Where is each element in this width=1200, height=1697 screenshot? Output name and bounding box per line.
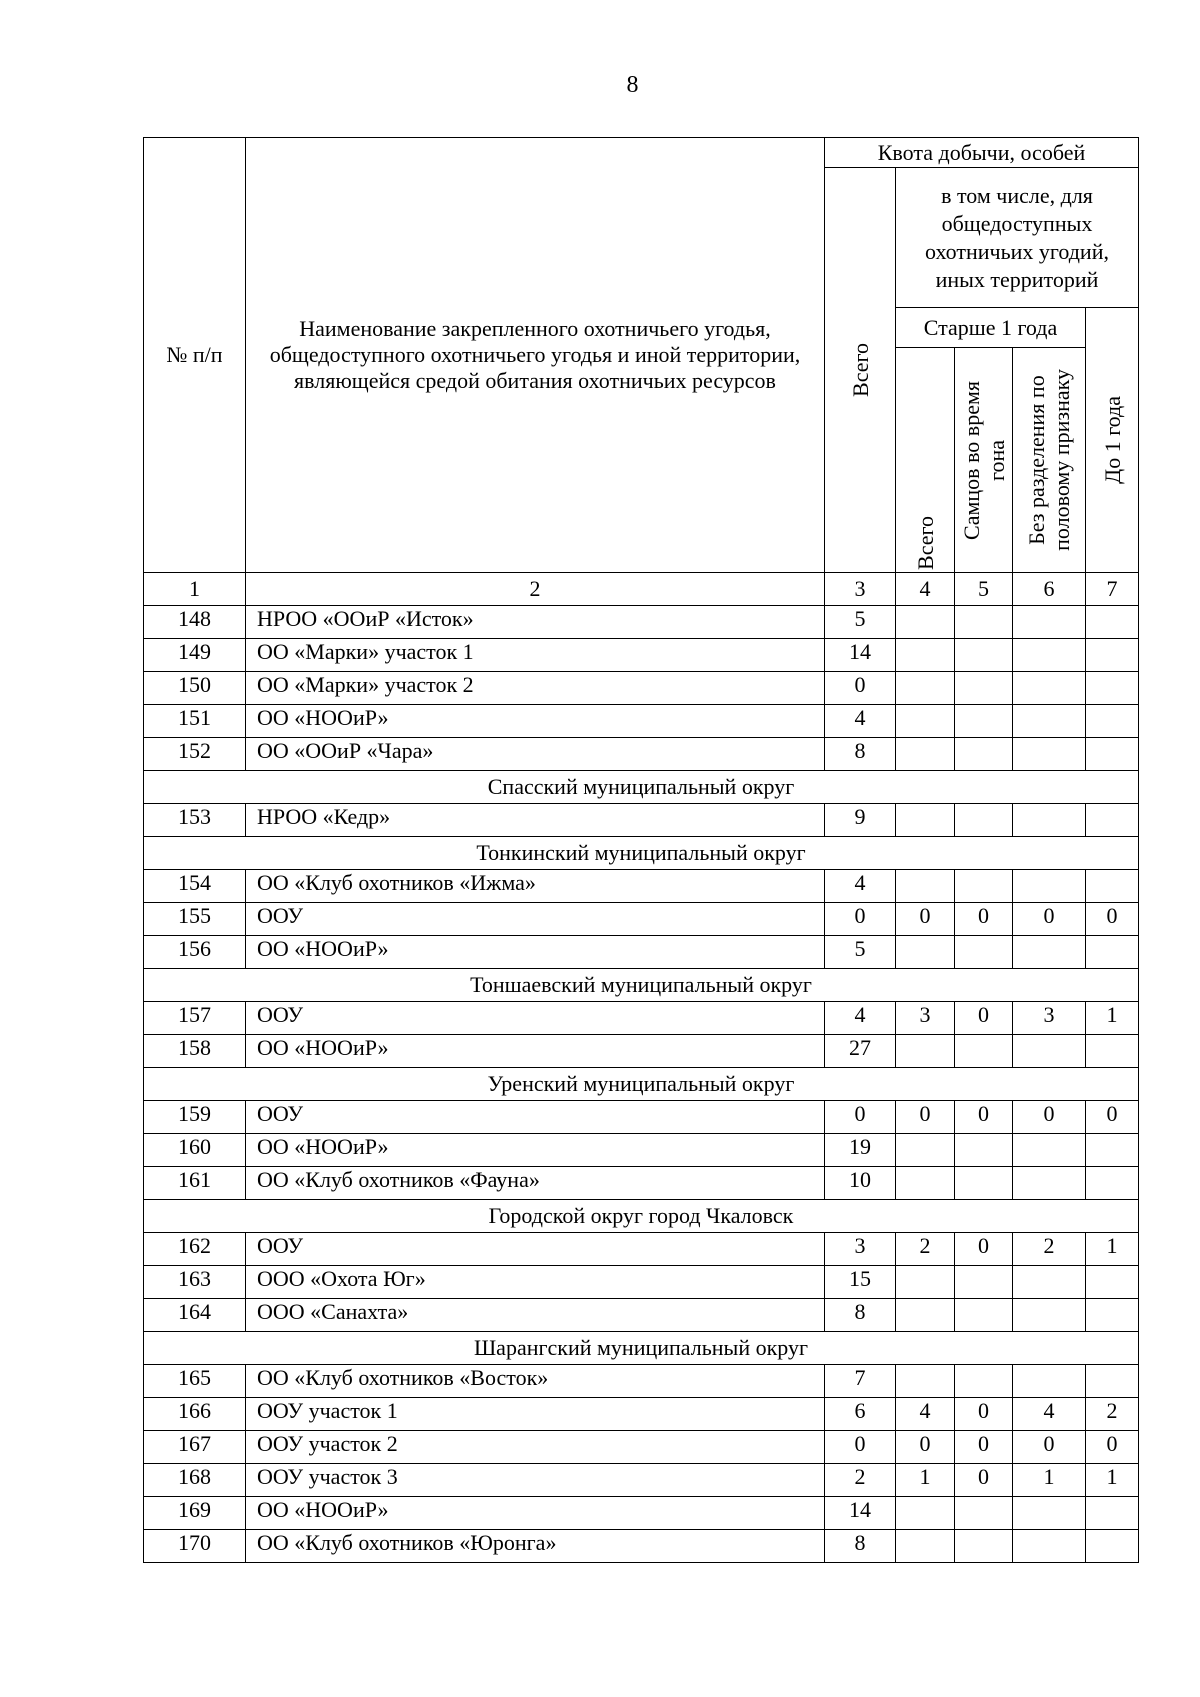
- row-number: 160: [144, 1134, 246, 1167]
- header-males-rut-label: Самцов во время гона: [958, 380, 1009, 540]
- quota-total: 7: [825, 1365, 896, 1398]
- public-males-rut: [955, 738, 1013, 771]
- public-under-one: [1086, 705, 1139, 738]
- public-no-sex: [1013, 870, 1086, 903]
- public-under-one: 2: [1086, 1398, 1139, 1431]
- table-body: [144, 606, 1139, 1563]
- public-older-total: [896, 804, 955, 837]
- table-row: [144, 672, 1139, 705]
- hunting-ground-name: НРОО «Кедр»: [246, 804, 825, 837]
- public-no-sex: [1013, 639, 1086, 672]
- public-older-total: [896, 1497, 955, 1530]
- public-older-total: [896, 870, 955, 903]
- header-under-one-label: До 1 года: [1099, 396, 1125, 484]
- region-header-row: [144, 837, 1139, 870]
- public-males-rut: [955, 804, 1013, 837]
- quota-total: 8: [825, 1530, 896, 1563]
- public-males-rut: [955, 1035, 1013, 1068]
- quota-total: 14: [825, 1497, 896, 1530]
- public-no-sex: 4: [1013, 1398, 1086, 1431]
- public-no-sex: [1013, 1035, 1086, 1068]
- header-males-rut: [955, 348, 1013, 573]
- quota-total: 0: [825, 1101, 896, 1134]
- public-under-one: [1086, 606, 1139, 639]
- public-males-rut: [955, 936, 1013, 969]
- table-row: [144, 1530, 1139, 1563]
- table-row: [144, 606, 1139, 639]
- public-older-total: 3: [896, 1002, 955, 1035]
- quota-total: 5: [825, 606, 896, 639]
- public-older-total: [896, 639, 955, 672]
- quota-total: 8: [825, 1299, 896, 1332]
- public-no-sex: [1013, 1530, 1086, 1563]
- quota-total: 9: [825, 804, 896, 837]
- row-number: 170: [144, 1530, 246, 1563]
- row-number: 163: [144, 1266, 246, 1299]
- hunting-ground-name: ОО «Клуб охотников «Юронга»: [246, 1530, 825, 1563]
- row-number: 158: [144, 1035, 246, 1068]
- quota-total: 27: [825, 1035, 896, 1068]
- public-males-rut: [955, 1365, 1013, 1398]
- col-number-2: 2: [246, 573, 825, 606]
- quota-total: 4: [825, 1002, 896, 1035]
- table-row: [144, 1167, 1139, 1200]
- table-row: [144, 738, 1139, 771]
- public-older-total: [896, 1530, 955, 1563]
- public-under-one: [1086, 1299, 1139, 1332]
- public-older-total: 0: [896, 1431, 955, 1464]
- table-row: [144, 870, 1139, 903]
- public-under-one: [1086, 1167, 1139, 1200]
- public-males-rut: 0: [955, 903, 1013, 936]
- row-number: 154: [144, 870, 246, 903]
- public-no-sex: 0: [1013, 1431, 1086, 1464]
- col-number-6: 6: [1013, 573, 1086, 606]
- public-under-one: 0: [1086, 1101, 1139, 1134]
- public-males-rut: 0: [955, 1002, 1013, 1035]
- page-number: 8: [626, 72, 639, 98]
- public-males-rut: [955, 705, 1013, 738]
- public-older-total: 1: [896, 1464, 955, 1497]
- public-under-one: [1086, 1365, 1139, 1398]
- quota-table: [143, 137, 1139, 1563]
- header-total-label: Всего: [847, 343, 873, 397]
- public-no-sex: [1013, 705, 1086, 738]
- public-males-rut: [955, 1167, 1013, 1200]
- public-older-total: [896, 672, 955, 705]
- public-under-one: [1086, 1530, 1139, 1563]
- table-row: [144, 804, 1139, 837]
- row-number: 157: [144, 1002, 246, 1035]
- header-incl-public: в том числе, для общедоступных охотничьих угодий, иных территорий: [896, 168, 1139, 308]
- table-row: [144, 1299, 1139, 1332]
- public-under-one: 0: [1086, 1431, 1139, 1464]
- header-older-total-label: Всего: [912, 516, 938, 570]
- public-males-rut: [955, 1266, 1013, 1299]
- public-under-one: [1086, 870, 1139, 903]
- hunting-ground-name: ООУ участок 3: [246, 1464, 825, 1497]
- header-col-number: № п/п: [144, 138, 246, 573]
- quota-total: 4: [825, 705, 896, 738]
- table-row: [144, 1134, 1139, 1167]
- table-row: [144, 1266, 1139, 1299]
- public-older-total: [896, 1365, 955, 1398]
- row-number: 167: [144, 1431, 246, 1464]
- public-males-rut: [955, 639, 1013, 672]
- row-number: 153: [144, 804, 246, 837]
- quota-total: 10: [825, 1167, 896, 1200]
- quota-total: 8: [825, 738, 896, 771]
- hunting-ground-name: ОО «НООиР»: [246, 936, 825, 969]
- public-older-total: [896, 1266, 955, 1299]
- public-older-total: [896, 1035, 955, 1068]
- row-number: 159: [144, 1101, 246, 1134]
- row-number: 162: [144, 1233, 246, 1266]
- hunting-ground-name: ООУ: [246, 1101, 825, 1134]
- hunting-ground-name: ООУ: [246, 1002, 825, 1035]
- public-males-rut: [955, 1530, 1013, 1563]
- col-number-5: 5: [955, 573, 1013, 606]
- quota-total: 4: [825, 870, 896, 903]
- row-number: 165: [144, 1365, 246, 1398]
- public-under-one: [1086, 639, 1139, 672]
- region-label: Шарангский муниципальный округ: [144, 1332, 1139, 1365]
- row-number: 169: [144, 1497, 246, 1530]
- row-number: 150: [144, 672, 246, 705]
- public-under-one: 0: [1086, 903, 1139, 936]
- public-males-rut: 0: [955, 1431, 1013, 1464]
- public-under-one: [1086, 936, 1139, 969]
- public-under-one: [1086, 1134, 1139, 1167]
- public-males-rut: 0: [955, 1101, 1013, 1134]
- public-males-rut: [955, 1497, 1013, 1530]
- row-number: 148: [144, 606, 246, 639]
- table-row: [144, 1398, 1139, 1431]
- public-under-one: 1: [1086, 1002, 1139, 1035]
- public-under-one: [1086, 1497, 1139, 1530]
- table-row: [144, 936, 1139, 969]
- public-males-rut: 0: [955, 1233, 1013, 1266]
- hunting-ground-name: ОО «ООиР «Чара»: [246, 738, 825, 771]
- public-older-total: [896, 705, 955, 738]
- quota-total: 6: [825, 1398, 896, 1431]
- hunting-ground-name: ОО «Клуб охотников «Восток»: [246, 1365, 825, 1398]
- public-under-one: [1086, 672, 1139, 705]
- public-no-sex: [1013, 804, 1086, 837]
- row-number: 164: [144, 1299, 246, 1332]
- public-no-sex: [1013, 1365, 1086, 1398]
- row-number: 152: [144, 738, 246, 771]
- hunting-ground-name: ООУ: [246, 1233, 825, 1266]
- public-males-rut: 0: [955, 1464, 1013, 1497]
- public-no-sex: [1013, 1134, 1086, 1167]
- hunting-ground-name: ООО «Охота Юг»: [246, 1266, 825, 1299]
- public-males-rut: [955, 1299, 1013, 1332]
- table-row: [144, 705, 1139, 738]
- header-no-sex: [1013, 348, 1086, 573]
- header-quota: Квота добычи, особей: [825, 138, 1139, 168]
- region-label: Тоншаевский муниципальный округ: [144, 969, 1139, 1002]
- table-row: [144, 1497, 1139, 1530]
- quota-total: 0: [825, 1431, 896, 1464]
- hunting-ground-name: ООУ: [246, 903, 825, 936]
- header-no-sex-label: Без разделения по половому признаку: [1024, 369, 1074, 551]
- public-under-one: [1086, 804, 1139, 837]
- public-no-sex: [1013, 1266, 1086, 1299]
- header-col-name: Наименование закрепленного охотничьего угодья, общедоступного охотничьего угодья и иной территории, являющейся средой обитания охотничьих ресурсов: [246, 138, 825, 573]
- quota-total: 5: [825, 936, 896, 969]
- col-number-1: 1: [144, 573, 246, 606]
- col-number-3: 3: [825, 573, 896, 606]
- public-no-sex: [1013, 738, 1086, 771]
- row-number: 161: [144, 1167, 246, 1200]
- quota-total: 19: [825, 1134, 896, 1167]
- row-number: 155: [144, 903, 246, 936]
- public-males-rut: [955, 870, 1013, 903]
- public-no-sex: [1013, 606, 1086, 639]
- public-older-total: [896, 1167, 955, 1200]
- hunting-ground-name: ООУ участок 1: [246, 1398, 825, 1431]
- table-header: [144, 138, 1139, 606]
- public-no-sex: [1013, 1497, 1086, 1530]
- hunting-ground-name: ОО «НООиР»: [246, 1035, 825, 1068]
- table-row: [144, 1431, 1139, 1464]
- region-header-row: [144, 1332, 1139, 1365]
- public-under-one: 1: [1086, 1233, 1139, 1266]
- region-header-row: [144, 1068, 1139, 1101]
- region-label: Уренский муниципальный округ: [144, 1068, 1139, 1101]
- hunting-ground-name: ОО «Клуб охотников «Фауна»: [246, 1167, 825, 1200]
- table-row: [144, 1365, 1139, 1398]
- public-males-rut: [955, 672, 1013, 705]
- public-older-total: 0: [896, 903, 955, 936]
- region-label: Спасский муниципальный округ: [144, 771, 1139, 804]
- public-no-sex: 0: [1013, 903, 1086, 936]
- hunting-ground-name: ОО «Марки» участок 2: [246, 672, 825, 705]
- quota-total: 0: [825, 903, 896, 936]
- quota-total: 14: [825, 639, 896, 672]
- header-under-one: [1086, 308, 1139, 573]
- col-number-7: 7: [1086, 573, 1139, 606]
- region-header-row: [144, 1200, 1139, 1233]
- table-row: [144, 1035, 1139, 1068]
- public-males-rut: 0: [955, 1398, 1013, 1431]
- public-males-rut: [955, 1134, 1013, 1167]
- public-older-total: [896, 1134, 955, 1167]
- public-older-total: [896, 606, 955, 639]
- public-no-sex: [1013, 1299, 1086, 1332]
- region-label: Городской округ город Чкаловск: [144, 1200, 1139, 1233]
- public-no-sex: 1: [1013, 1464, 1086, 1497]
- public-under-one: [1086, 738, 1139, 771]
- public-older-total: [896, 1299, 955, 1332]
- table-row: [144, 1464, 1139, 1497]
- hunting-ground-name: ОО «Марки» участок 1: [246, 639, 825, 672]
- region-header-row: [144, 771, 1139, 804]
- public-no-sex: 2: [1013, 1233, 1086, 1266]
- public-older-total: [896, 936, 955, 969]
- row-number: 149: [144, 639, 246, 672]
- hunting-ground-name: ОО «НООиР»: [246, 1497, 825, 1530]
- hunting-ground-name: НРОО «ООиР «Исток»: [246, 606, 825, 639]
- quota-total: 0: [825, 672, 896, 705]
- table-row: [144, 1002, 1139, 1035]
- public-no-sex: [1013, 1167, 1086, 1200]
- public-under-one: [1086, 1035, 1139, 1068]
- row-number: 168: [144, 1464, 246, 1497]
- public-older-total: 4: [896, 1398, 955, 1431]
- hunting-ground-name: ООУ участок 2: [246, 1431, 825, 1464]
- region-header-row: [144, 969, 1139, 1002]
- public-under-one: 1: [1086, 1464, 1139, 1497]
- header-older-total: [896, 348, 955, 573]
- header-total: [825, 168, 896, 573]
- table-row: [144, 639, 1139, 672]
- hunting-ground-name: ОО «Клуб охотников «Ижма»: [246, 870, 825, 903]
- public-no-sex: [1013, 936, 1086, 969]
- table-row: [144, 1101, 1139, 1134]
- quota-total: 2: [825, 1464, 896, 1497]
- public-older-total: [896, 738, 955, 771]
- public-no-sex: 3: [1013, 1002, 1086, 1035]
- public-no-sex: 0: [1013, 1101, 1086, 1134]
- hunting-ground-name: ООО «Санахта»: [246, 1299, 825, 1332]
- row-number: 166: [144, 1398, 246, 1431]
- quota-total: 15: [825, 1266, 896, 1299]
- region-label: Тонкинский муниципальный округ: [144, 837, 1139, 870]
- hunting-ground-name: ОО «НООиР»: [246, 1134, 825, 1167]
- table-row: [144, 1233, 1139, 1266]
- column-numbers-row: [144, 573, 1139, 606]
- hunting-ground-name: ОО «НООиР»: [246, 705, 825, 738]
- public-no-sex: [1013, 672, 1086, 705]
- public-older-total: 2: [896, 1233, 955, 1266]
- header-older: Старше 1 года: [896, 308, 1086, 348]
- table-row: [144, 903, 1139, 936]
- quota-total: 3: [825, 1233, 896, 1266]
- public-older-total: 0: [896, 1101, 955, 1134]
- public-males-rut: [955, 606, 1013, 639]
- row-number: 156: [144, 936, 246, 969]
- row-number: 151: [144, 705, 246, 738]
- col-number-4: 4: [896, 573, 955, 606]
- public-under-one: [1086, 1266, 1139, 1299]
